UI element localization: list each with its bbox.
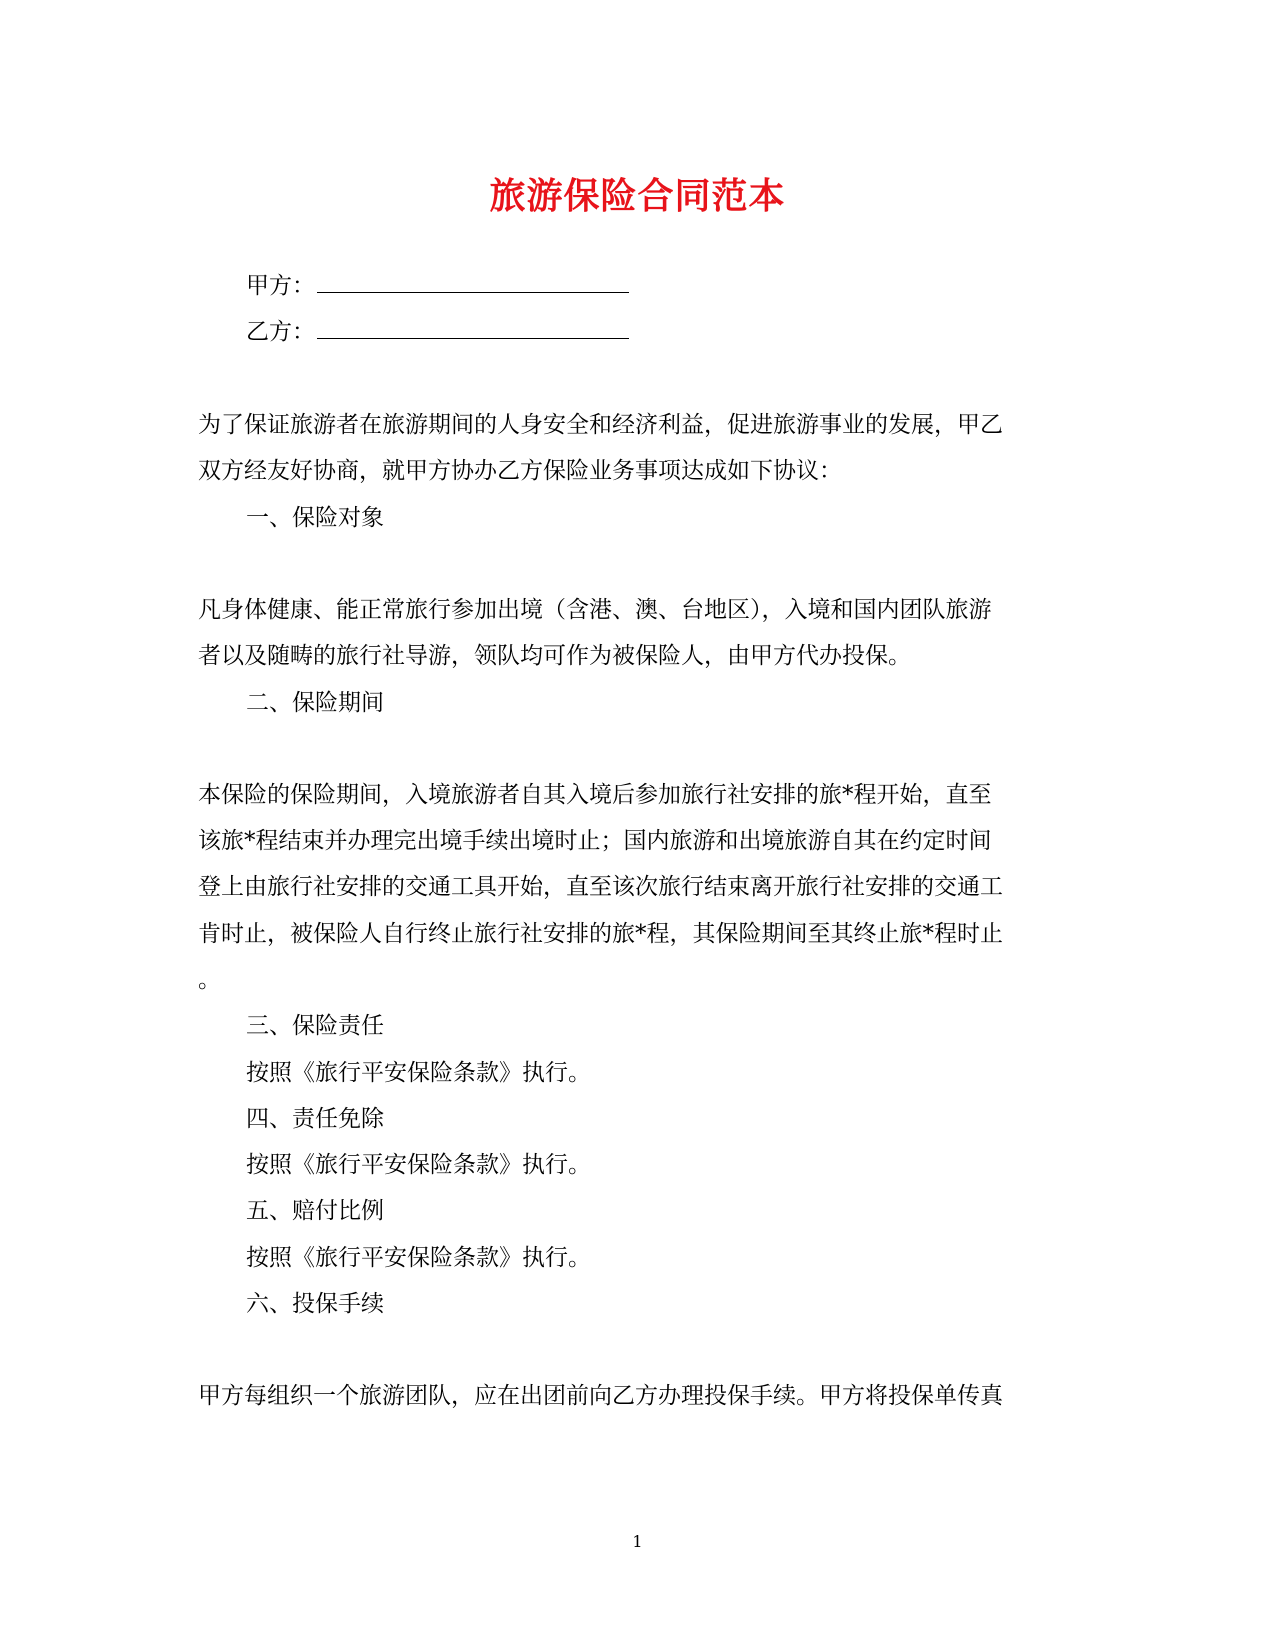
party-b-label: 乙方： [246,319,315,345]
body-line: 肯时止，被保险人自行终止旅行社安排的旅*程，其保险期间至其终止旅*程时止 [198,921,1003,947]
body-line: 凡身体健康、能正常旅行参加出境（含港、澳、台地区），入境和国内团队旅游 [198,597,992,623]
page-number: 1 [632,1532,643,1551]
party-a-label: 甲方： [246,273,315,299]
party-a-blank [317,272,629,293]
body-line: 登上由旅行社安排的交通工具开始，直至该次旅行结束离开旅行社安排的交通工 [198,874,1003,900]
body-line: 按照《旅行平安保险条款》执行。 [246,1060,591,1086]
body-line: 本保险的保险期间，入境旅游者自其入境后参加旅行社安排的旅*程开始，直至 [198,782,992,808]
body-line: 。 [198,967,221,993]
body-line: 该旅*程结束并办理完出境手续出境时止；国内旅游和出境旅游自其在约定时间 [198,828,992,854]
party-a-line [246,270,1126,302]
section-heading: 六、投保手续 [246,1291,384,1317]
page-title: 旅游保险合同范本 [489,175,786,217]
body-line: 为了保证旅游者在旅游期间的人身安全和经济利益，促进旅游事业的发展，甲乙 [198,412,1003,438]
body-line: 甲方每组织一个旅游团队，应在出团前向乙方办理投保手续。甲方将投保单传真 [198,1383,1003,1409]
party-b-line [246,316,1126,348]
body-line: 者以及随畴的旅行社导游，领队均可作为被保险人，由甲方代办投保。 [198,643,911,669]
section-heading: 四、责任免除 [246,1106,384,1132]
body-line: 按照《旅行平安保险条款》执行。 [246,1245,591,1271]
section-heading: 一、保险对象 [246,505,384,531]
section-heading: 二、保险期间 [246,690,384,716]
body-line: 按照《旅行平安保险条款》执行。 [246,1152,591,1178]
section-heading: 五、赔付比例 [246,1198,384,1224]
party-b-blank [317,318,629,339]
body-line: 双方经友好协商，就甲方协办乙方保险业务事项达成如下协议： [198,458,842,484]
section-heading: 三、保险责任 [246,1013,384,1039]
